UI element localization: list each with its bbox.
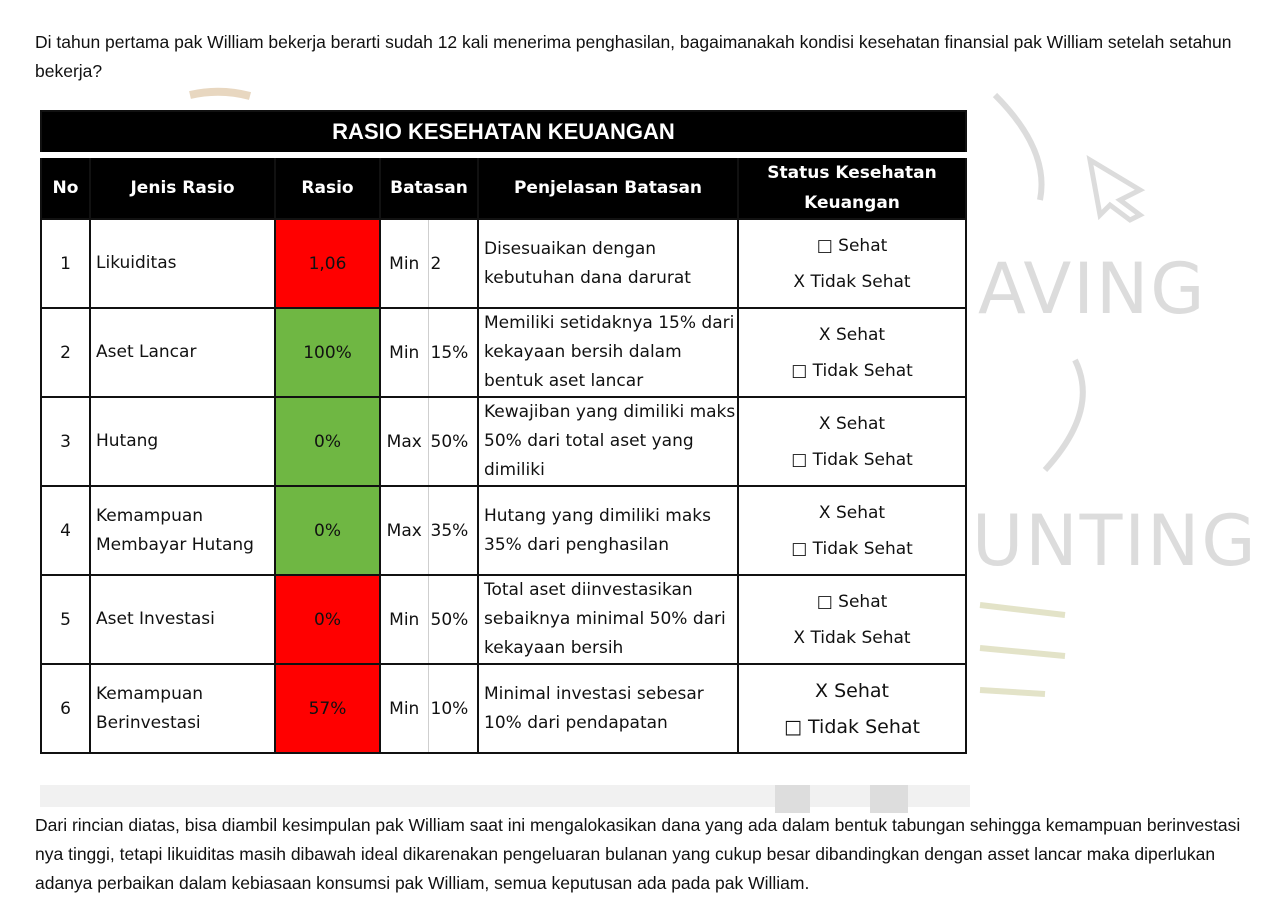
cell-rasio: 57%: [275, 664, 380, 753]
status-tidak-sehat: □ Tidak Sehat: [791, 449, 913, 470]
cell-penjelasan: Minimal investasi sebesar 10% dari pendapatan: [478, 664, 738, 753]
header-penjelasan: Penjelasan Batasan: [478, 155, 738, 219]
status-sehat: □ Sehat: [816, 591, 888, 612]
header-rasio: Rasio: [275, 155, 380, 219]
cell-batasan-type: Min: [380, 575, 428, 664]
cell-batasan-type: Max: [380, 486, 428, 575]
cell-batasan-type: Min: [380, 664, 428, 753]
status-sehat: X Sehat: [815, 679, 889, 702]
cell-penjelasan: Memiliki setidaknya 15% dari kekayaan bersih dalam bentuk aset lancar: [478, 308, 738, 397]
cell-penjelasan: Total aset diinvestasikan sebaiknya minimal 50% dari kekayaan bersih: [478, 575, 738, 664]
cell-batasan-value: 10%: [428, 664, 478, 753]
cell-jenis: Aset Investasi: [90, 575, 275, 664]
cell-status: [738, 664, 966, 753]
table-row: [41, 308, 966, 397]
cell-batasan-value: 2: [428, 219, 478, 308]
table-row: [41, 219, 966, 308]
cell-rasio: 0%: [275, 575, 380, 664]
cell-status: [738, 575, 966, 664]
header-jenis-rasio: Jenis Rasio: [90, 155, 275, 219]
header-status-line1: Status Kesehatan: [767, 163, 937, 183]
cell-batasan-value: 15%: [428, 308, 478, 397]
status-tidak-sehat: □ Tidak Sehat: [784, 715, 920, 738]
cell-batasan-value: 50%: [428, 575, 478, 664]
status-sehat: X Sehat: [818, 324, 886, 345]
cell-no: 1: [41, 219, 90, 308]
table-row: [41, 486, 966, 575]
header-batasan: Batasan: [380, 155, 478, 219]
cell-batasan-value: 50%: [428, 397, 478, 486]
intro-paragraph: Di tahun pertama pak William bekerja berarti sudah 12 kali menerima penghasilan, bagaimanakah kondisi kesehatan finansial pak William setelah setahun bekerja?: [35, 32, 1232, 81]
background-text-saving: AVING: [978, 248, 1207, 330]
cell-rasio: 1,06: [275, 219, 380, 308]
cell-penjelasan: Hutang yang dimiliki maks 35% dari penghasilan: [478, 486, 738, 575]
cell-batasan-type: Min: [380, 308, 428, 397]
cell-rasio: 0%: [275, 397, 380, 486]
cell-no: 2: [41, 308, 90, 397]
cell-batasan-type: Min: [380, 219, 428, 308]
cursor-icon: [1090, 160, 1140, 220]
cell-rasio: 100%: [275, 308, 380, 397]
header-status: [738, 155, 966, 219]
cell-batasan-type: Max: [380, 397, 428, 486]
cell-status: [738, 308, 966, 397]
cell-status: [738, 486, 966, 575]
status-tidak-sehat: X Tidak Sehat: [793, 627, 911, 648]
cell-no: 5: [41, 575, 90, 664]
table-row: [41, 575, 966, 664]
status-tidak-sehat: □ Tidak Sehat: [791, 538, 913, 559]
cell-no: 6: [41, 664, 90, 753]
status-sehat: □ Sehat: [816, 235, 888, 256]
table-row: [41, 664, 966, 753]
cell-jenis: Hutang: [90, 397, 275, 486]
cell-status: [738, 397, 966, 486]
status-tidak-sehat: □ Tidak Sehat: [791, 360, 913, 381]
cell-no: 3: [41, 397, 90, 486]
cell-no: 4: [41, 486, 90, 575]
cell-status: [738, 219, 966, 308]
cell-jenis: Kemampuan Berinvestasi: [90, 664, 275, 753]
cell-penjelasan: Kewajiban yang dimiliki maks 50% dari total aset yang dimiliki: [478, 397, 738, 486]
cell-jenis: Likuiditas: [90, 219, 275, 308]
header-status-line2: Keuangan: [804, 193, 900, 213]
cell-batasan-value: 35%: [428, 486, 478, 575]
table-row: [41, 397, 966, 486]
status-sehat: X Sehat: [818, 413, 886, 434]
cell-jenis: Kemampuan Membayar Hutang: [90, 486, 275, 575]
cell-jenis: Aset Lancar: [90, 308, 275, 397]
ratio-table: [40, 110, 967, 754]
cell-rasio: 0%: [275, 486, 380, 575]
cell-penjelasan: Disesuaikan dengan kebutuhan dana darurat: [478, 219, 738, 308]
header-no: No: [41, 155, 90, 219]
status-sehat: X Sehat: [818, 502, 886, 523]
conclusion-paragraph: Dari rincian diatas, bisa diambil kesimpulan pak William saat ini mengalokasikan dana yang ada dalam bentuk tabungan sehingga kemampuan berinvestasi nya tinggi, tetapi likuiditas masih dibawah ideal dikarenakan pengeluaran bulanan yang cukup besar dibandingkan dengan asset lancar maka diperlukan adanya perbaikan dalam kebiasaan konsumsi pak William, semua keputusan ada pada pak William.: [35, 815, 1241, 893]
background-text-accounting: UNTING: [972, 500, 1258, 582]
status-tidak-sehat: X Tidak Sehat: [793, 271, 911, 292]
table-title: RASIO KESEHATAN KEUANGAN: [41, 111, 966, 155]
